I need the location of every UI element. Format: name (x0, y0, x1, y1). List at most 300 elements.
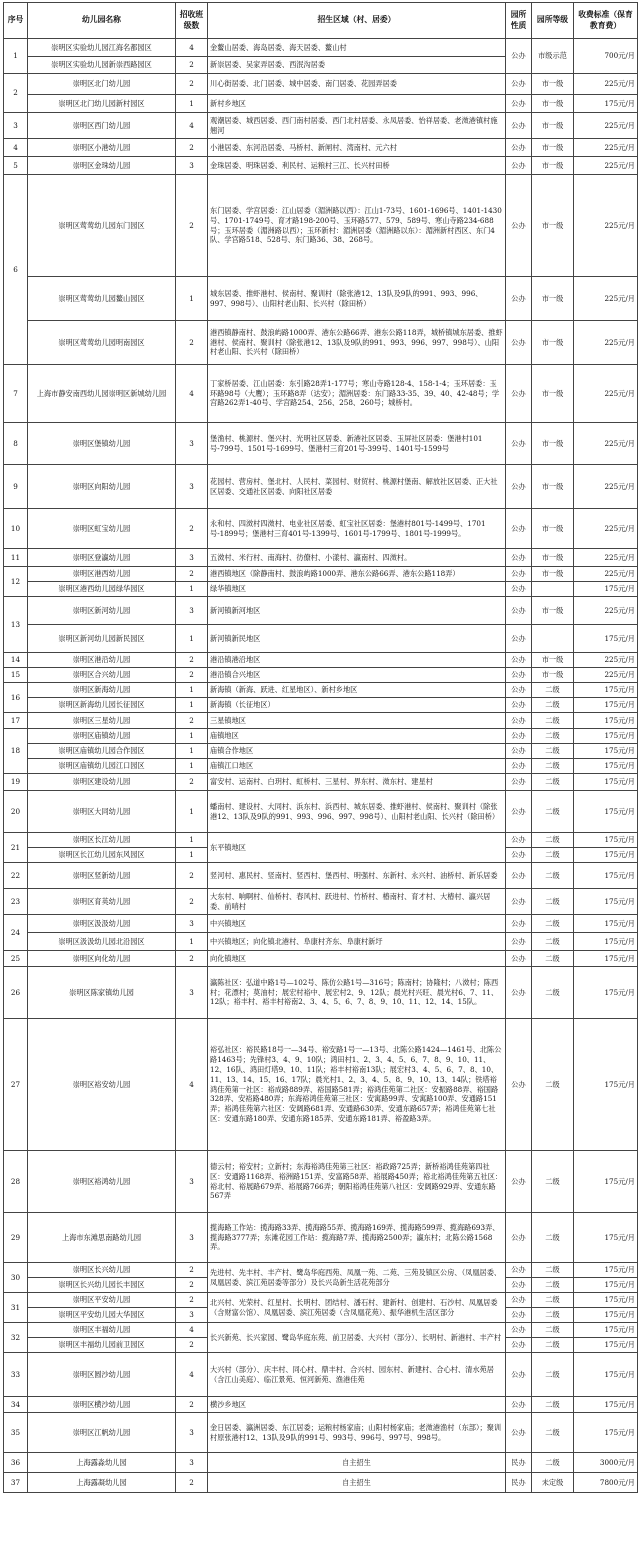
nature: 公办 (506, 1019, 532, 1151)
class-count: 1 (176, 683, 208, 698)
kindergarten-enrollment-table (3, 2, 638, 1493)
class-count: 3 (176, 967, 208, 1019)
nature: 公办 (506, 1413, 532, 1453)
nature: 公办 (506, 951, 532, 967)
fee: 7800元/月 (574, 1473, 638, 1493)
nature: 公办 (506, 1213, 532, 1263)
grade: 二级 (532, 1338, 574, 1353)
class-count: 3 (176, 423, 208, 465)
nature: 公办 (506, 653, 532, 668)
grade: 市一级 (532, 549, 574, 567)
enrollment-area: 新河镇新河地区 (208, 597, 506, 625)
class-count: 4 (176, 365, 208, 423)
nature: 公办 (506, 113, 532, 139)
header-grade: 园所等级 (532, 3, 574, 39)
fee: 225元/月 (574, 277, 638, 321)
kindergarten-name: 崇明区庙镇幼儿园 (28, 729, 176, 744)
nature: 民办 (506, 1453, 532, 1473)
grade: 二级 (532, 1151, 574, 1213)
enrollment-area: 先进村、先丰村、丰产村、鹭岛华庭西苑、凤凰一苑、二苑、三苑及镇区公房、（凤凰居委、凤凰居委、滨江苑居委等部分）及长兴岛新生活花苑部分 (208, 1263, 506, 1293)
header-nature: 园所性质 (506, 3, 532, 39)
enrollment-area: 揽海路工作站：揽海路33弄、揽海路55弄、揽海路169弄、揽海路599弄、揽海路693弄、揽海路3777弄；东滩花园工作站：揽海路7弄、揽海路2500弄；瀛东村；北陈公路1568弄。 (208, 1213, 506, 1263)
enrollment-area: 竖河村、惠民村、竖南村、竖西村、堡西村、明强村、东新村、永兴村、油桥村、新乐居委 (208, 863, 506, 889)
class-count: 1 (176, 625, 208, 653)
grade: 二级 (532, 1278, 574, 1293)
nature: 公办 (506, 549, 532, 567)
class-count: 2 (176, 1278, 208, 1293)
table-row (4, 1413, 638, 1453)
class-count: 2 (176, 1263, 208, 1278)
kindergarten-name: 崇明区庙镇幼儿园江口园区 (28, 759, 176, 774)
fee: 225元/月 (574, 175, 638, 277)
grade (532, 582, 574, 597)
nature: 公办 (506, 423, 532, 465)
enrollment-area: 永和村、四滧村四滧村、电业社区居委、虹宝社区居委：堡港村801号-1499号、1701号-1899号；堡港村三育401号-1399号、1601号-1799号、1801号-1999号。 (208, 509, 506, 549)
row-number: 25 (4, 951, 28, 967)
fee: 175元/月 (574, 625, 638, 653)
fee: 175元/月 (574, 1323, 638, 1338)
enrollment-area: 港西镇地区（除静南村、鼓浪屿路1000弄、港东公路66弄、港东公路118弄） (208, 567, 506, 582)
row-number: 33 (4, 1353, 28, 1397)
class-count: 2 (176, 1293, 208, 1308)
grade: 市级示范 (532, 39, 574, 74)
fee: 175元/月 (574, 1263, 638, 1278)
kindergarten-name: 崇明区金珠幼儿园 (28, 157, 176, 175)
row-number: 28 (4, 1151, 28, 1213)
class-count: 3 (176, 549, 208, 567)
class-count: 2 (176, 863, 208, 889)
table-row (4, 833, 638, 848)
row-number: 31 (4, 1293, 28, 1323)
fee: 175元/月 (574, 1413, 638, 1453)
class-count: 3 (176, 1213, 208, 1263)
kindergarten-name: 崇明区裕鸿幼儿园 (28, 1151, 176, 1213)
row-number: 22 (4, 863, 28, 889)
class-count: 3 (176, 1413, 208, 1453)
class-count: 4 (176, 39, 208, 57)
kindergarten-name: 崇明区竖新幼儿园 (28, 863, 176, 889)
enrollment-area: 新海镇（长征地区） (208, 698, 506, 713)
nature: 公办 (506, 1353, 532, 1397)
class-count: 3 (176, 1308, 208, 1323)
class-count: 2 (176, 57, 208, 74)
table-row (4, 139, 638, 157)
nature: 公办 (506, 139, 532, 157)
table-row (4, 74, 638, 95)
grade: 二级 (532, 1323, 574, 1338)
row-number: 26 (4, 967, 28, 1019)
fee: 225元/月 (574, 423, 638, 465)
row-number: 6 (4, 175, 28, 365)
class-count: 2 (176, 509, 208, 549)
grade: 市一级 (532, 668, 574, 683)
enrollment-area: 城东居委、推虾港村、侯南村、聚训村（除张港12、13队及9队的991、993、996、997、998号）、山阳村老山阳、长兴村（除田桥） (208, 277, 506, 321)
kindergarten-name: 上海市东滩思南路幼儿园 (28, 1213, 176, 1263)
table-row (4, 321, 638, 365)
grade: 二级 (532, 1413, 574, 1453)
enrollment-area: 东门居委、学宫居委：江山居委（湄洲路以西）：江山1-73号、1601-1696号、1401-1430号、1701-1749号、育才路198-200号、玉环路577、579、589号、寒山寺路234-688号；玉环居委（湄洲路以西）；玉环新村：湄洲居委（湄洲路以东）：湄洲新村西区、东门4队、学宫路518、528号、东门路36、38、268号。 (208, 175, 506, 277)
class-count: 1 (176, 933, 208, 951)
enrollment-area: 港沿镇港沿地区 (208, 653, 506, 668)
kindergarten-name: 崇明区合兴幼儿园 (28, 668, 176, 683)
class-count: 1 (176, 729, 208, 744)
nature: 公办 (506, 321, 532, 365)
kindergarten-name: 崇明区向化幼儿园 (28, 951, 176, 967)
class-count: 2 (176, 321, 208, 365)
table-row (4, 729, 638, 744)
class-count: 4 (176, 113, 208, 139)
class-count: 1 (176, 95, 208, 113)
kindergarten-name: 崇明区汲汲幼儿园 (28, 915, 176, 933)
table-row (4, 1453, 638, 1473)
kindergarten-name: 崇明区新河幼儿园新民园区 (28, 625, 176, 653)
fee: 175元/月 (574, 933, 638, 951)
kindergarten-name: 崇明区新海幼儿园长征园区 (28, 698, 176, 713)
fee: 700元/月 (574, 39, 638, 74)
table-row (4, 915, 638, 933)
grade: 市一级 (532, 567, 574, 582)
class-count: 2 (176, 889, 208, 915)
grade: 二级 (532, 1353, 574, 1397)
class-count: 3 (176, 915, 208, 933)
grade: 二级 (532, 833, 574, 848)
grade: 二级 (532, 774, 574, 791)
grade: 二级 (532, 848, 574, 863)
nature: 公办 (506, 465, 532, 509)
grade: 二级 (532, 933, 574, 951)
table-row (4, 509, 638, 549)
table-row (4, 933, 638, 951)
kindergarten-name: 崇明区长江幼儿园东风园区 (28, 848, 176, 863)
grade: 市一级 (532, 113, 574, 139)
table-row (4, 1019, 638, 1151)
table-row (4, 157, 638, 175)
fee: 175元/月 (574, 1293, 638, 1308)
grade: 市一级 (532, 95, 574, 113)
enrollment-area: 川心街居委、北门居委、城中居委、南门居委、花园弄居委 (208, 74, 506, 95)
class-count: 1 (176, 791, 208, 833)
kindergarten-name: 上海露淼幼儿园 (28, 1453, 176, 1473)
fee: 225元/月 (574, 74, 638, 95)
kindergarten-name: 崇明区小港幼儿园 (28, 139, 176, 157)
kindergarten-name: 崇明区三星幼儿园 (28, 713, 176, 729)
fee: 175元/月 (574, 967, 638, 1019)
fee: 175元/月 (574, 698, 638, 713)
row-number: 21 (4, 833, 28, 863)
class-count: 4 (176, 1019, 208, 1151)
kindergarten-name: 崇明区莺莺幼儿园东门园区 (28, 175, 176, 277)
nature: 公办 (506, 915, 532, 933)
kindergarten-name: 崇明区实验幼儿园新崇西路园区 (28, 57, 176, 74)
grade: 市一级 (532, 277, 574, 321)
grade: 二级 (532, 683, 574, 698)
class-count: 2 (176, 668, 208, 683)
table-row (4, 465, 638, 509)
class-count: 4 (176, 1353, 208, 1397)
nature: 民办 (506, 1473, 532, 1493)
row-number: 2 (4, 74, 28, 113)
nature: 公办 (506, 365, 532, 423)
grade: 市一级 (532, 597, 574, 625)
kindergarten-name: 崇明区大同幼儿园 (28, 791, 176, 833)
nature: 公办 (506, 625, 532, 653)
grade (532, 625, 574, 653)
header-enrollment-area: 招生区域（村、居委） (208, 3, 506, 39)
kindergarten-name: 崇明区堡镇幼儿园 (28, 423, 176, 465)
fee: 225元/月 (574, 549, 638, 567)
row-number: 16 (4, 683, 28, 713)
fee: 175元/月 (574, 774, 638, 791)
grade: 二级 (532, 1263, 574, 1278)
class-count: 2 (176, 567, 208, 582)
fee: 175元/月 (574, 833, 638, 848)
table-row (4, 175, 638, 277)
fee: 175元/月 (574, 848, 638, 863)
row-number: 27 (4, 1019, 28, 1151)
class-count: 1 (176, 744, 208, 759)
kindergarten-name: 崇明区虹宝幼儿园 (28, 509, 176, 549)
nature: 公办 (506, 1293, 532, 1308)
class-count: 1 (176, 833, 208, 848)
table-row (4, 1213, 638, 1263)
grade: 市一级 (532, 139, 574, 157)
class-count: 2 (176, 713, 208, 729)
table-row (4, 423, 638, 465)
class-count: 2 (176, 1338, 208, 1353)
grade: 二级 (532, 1019, 574, 1151)
nature: 公办 (506, 729, 532, 744)
kindergarten-name: 崇明区港沿幼儿园 (28, 653, 176, 668)
nature: 公办 (506, 95, 532, 113)
row-number: 24 (4, 915, 28, 951)
kindergarten-name: 崇明区北门幼儿园 (28, 74, 176, 95)
kindergarten-name: 崇明区平安幼儿园 (28, 1293, 176, 1308)
nature: 公办 (506, 1338, 532, 1353)
fee: 175元/月 (574, 683, 638, 698)
enrollment-area: 长兴新苑、长兴家园、鹭岛华庭东苑、前卫居委、大兴村（部分）、长明村、新港村、丰产村 (208, 1323, 506, 1353)
kindergarten-name: 崇明区港西幼儿园 (28, 567, 176, 582)
nature: 公办 (506, 863, 532, 889)
table-row (4, 774, 638, 791)
row-number: 18 (4, 729, 28, 774)
table-row (4, 1151, 638, 1213)
fee: 175元/月 (574, 951, 638, 967)
kindergarten-name: 崇明区丰福幼儿园前卫园区 (28, 1338, 176, 1353)
enrollment-area: 中兴镇地区；向化镇北港村、阜康村齐东、阜康村新圩 (208, 933, 506, 951)
fee: 175元/月 (574, 729, 638, 744)
row-number: 4 (4, 139, 28, 157)
table-row (4, 698, 638, 713)
fee: 225元/月 (574, 365, 638, 423)
row-number: 20 (4, 791, 28, 833)
row-number: 36 (4, 1453, 28, 1473)
kindergarten-name: 崇明区裕安幼儿园 (28, 1019, 176, 1151)
nature: 公办 (506, 833, 532, 848)
class-count: 2 (176, 1397, 208, 1413)
class-count: 3 (176, 157, 208, 175)
enrollment-area: 绿华镇地区 (208, 582, 506, 597)
kindergarten-name: 崇明区莺莺幼儿园明南园区 (28, 321, 176, 365)
enrollment-area: 金日居委、瀛洲居委、东江居委；运粮村杨家庙；山阳村杨家庙；老滧港渔村（东部）；聚训村原张港村12、13队及9队的991号、993号、996号、997号、998号。 (208, 1413, 506, 1453)
nature: 公办 (506, 933, 532, 951)
kindergarten-name: 崇明区登瀛幼儿园 (28, 549, 176, 567)
enrollment-area: 庙镇合作地区 (208, 744, 506, 759)
fee: 175元/月 (574, 1397, 638, 1413)
grade: 二级 (532, 1453, 574, 1473)
kindergarten-name: 崇明区长江幼儿园 (28, 833, 176, 848)
enrollment-area: 丁家桥居委、江山居委：东引路28弄1-177号；寒山寺路128-4、158-1-4；玉环居委：玉环路98号（大鹰）；玉环路8弄（达安）；湄洲居委：东门路33-35、39、40、42-48号；学宫路262弄1-40号、学宫路254、256、258、260号；城桥村。 (208, 365, 506, 423)
class-count: 2 (176, 74, 208, 95)
enrollment-area: 金鳌山居委、海岛居委、海天居委、鳌山村 (208, 39, 506, 57)
nature: 公办 (506, 759, 532, 774)
row-number: 14 (4, 653, 28, 668)
class-count: 4 (176, 1323, 208, 1338)
nature: 公办 (506, 774, 532, 791)
enrollment-area: 横沙乡地区 (208, 1397, 506, 1413)
enrollment-area: 德云村；裕安村；立新村；东海裕鸿佳苑第三社区：裕政路725弄；新桥裕鸿佳苑第四社区：安通路1168弄、裕洲路151弄、安富路58弄、裕展路450弄；裕北裕鸿佳苑第五社区：裕北村、裕展路679弄、裕展路766弄；朝阳裕鸿佳苑第八社区：安阔路929弄、安通东路567弄 (208, 1151, 506, 1213)
table-row (4, 863, 638, 889)
kindergarten-name: 崇明区陈家镇幼儿园 (28, 967, 176, 1019)
table-row (4, 713, 638, 729)
table-body (4, 39, 638, 1493)
enrollment-area: 新海镇（新海、跃进、红星地区）、新村乡地区 (208, 683, 506, 698)
table-row (4, 625, 638, 653)
enrollment-area: 庙镇地区 (208, 729, 506, 744)
nature: 公办 (506, 1323, 532, 1338)
nature: 公办 (506, 744, 532, 759)
nature: 公办 (506, 1308, 532, 1323)
class-count: 3 (176, 597, 208, 625)
kindergarten-name: 崇明区西门幼儿园 (28, 113, 176, 139)
enrollment-area: 东平镇地区 (208, 833, 506, 863)
nature: 公办 (506, 1151, 532, 1213)
kindergarten-name: 上海市静安南西幼儿园崇明区新城幼儿园 (28, 365, 176, 423)
grade: 市一级 (532, 321, 574, 365)
grade: 市一级 (532, 175, 574, 277)
kindergarten-name: 上海露凝幼儿园 (28, 1473, 176, 1493)
row-number: 7 (4, 365, 28, 423)
kindergarten-name: 崇明区江帆幼儿园 (28, 1413, 176, 1453)
fee: 175元/月 (574, 1338, 638, 1353)
table-row (4, 668, 638, 683)
grade: 市一级 (532, 465, 574, 509)
row-number: 32 (4, 1323, 28, 1353)
row-number: 37 (4, 1473, 28, 1493)
row-number: 15 (4, 668, 28, 683)
class-count: 2 (176, 175, 208, 277)
kindergarten-name: 崇明区长兴幼儿园长丰园区 (28, 1278, 176, 1293)
grade: 市一级 (532, 365, 574, 423)
enrollment-area: 向化镇地区 (208, 951, 506, 967)
table-row (4, 582, 638, 597)
fee: 175元/月 (574, 1213, 638, 1263)
nature: 公办 (506, 967, 532, 1019)
class-count: 1 (176, 277, 208, 321)
class-count: 2 (176, 774, 208, 791)
enrollment-area: 富安村、运南村、白玥村、虹桥村、三星村、界东村、滧东村、建星村 (208, 774, 506, 791)
nature: 公办 (506, 582, 532, 597)
enrollment-area: 堡渔村、桃源村、堡兴村、光明社区居委、新港社区居委、玉屏社区居委：堡港村101号-799号、1501号-1699号、堡港村三育201号-399号、1401号-1599号 (208, 423, 506, 465)
fee: 175元/月 (574, 582, 638, 597)
grade: 二级 (532, 1397, 574, 1413)
kindergarten-name: 崇明区莺莺幼儿园鳌山园区 (28, 277, 176, 321)
fee: 175元/月 (574, 1151, 638, 1213)
enrollment-area: 北兴村、光荣村、红星村、长明村、团结村、潘石村、建新村、创建村、石沙村、凤凰居委（含财富公馆）、凤凰居委、滨江苑居委（含凤凰花苑）、振华港机生活区部分 (208, 1293, 506, 1323)
table-header-row (4, 3, 638, 39)
class-count: 2 (176, 139, 208, 157)
kindergarten-name: 崇明区横沙幼儿园 (28, 1397, 176, 1413)
kindergarten-name: 崇明区向阳幼儿园 (28, 465, 176, 509)
grade: 二级 (532, 791, 574, 833)
table-row (4, 113, 638, 139)
table-row (4, 744, 638, 759)
nature: 公办 (506, 1263, 532, 1278)
row-number: 12 (4, 567, 28, 597)
row-number: 3 (4, 113, 28, 139)
table-row (4, 39, 638, 57)
row-number: 17 (4, 713, 28, 729)
table-row (4, 1353, 638, 1397)
class-count: 3 (176, 1453, 208, 1473)
fee: 175元/月 (574, 1019, 638, 1151)
grade: 二级 (532, 1308, 574, 1323)
class-count: 2 (176, 951, 208, 967)
nature: 公办 (506, 848, 532, 863)
fee: 175元/月 (574, 915, 638, 933)
row-number: 1 (4, 39, 28, 74)
fee: 225元/月 (574, 157, 638, 175)
fee: 225元/月 (574, 597, 638, 625)
nature: 公办 (506, 698, 532, 713)
table-row (4, 1473, 638, 1493)
row-number: 9 (4, 465, 28, 509)
nature: 公办 (506, 597, 532, 625)
enrollment-area: 新河镇新民地区 (208, 625, 506, 653)
nature: 公办 (506, 567, 532, 582)
class-count: 1 (176, 698, 208, 713)
enrollment-area: 自主招生 (208, 1453, 506, 1473)
kindergarten-name: 崇明区港西幼儿园绿华园区 (28, 582, 176, 597)
nature: 公办 (506, 889, 532, 915)
grade: 二级 (532, 915, 574, 933)
table-row (4, 95, 638, 113)
enrollment-area: 大兴村（部分）、庆丰村、同心村、鼎丰村、合兴村、园东村、新建村、合心村、清水苑居（含江山美庭）、临江景苑、恒河新苑、渔港佳苑 (208, 1353, 506, 1397)
table-row (4, 567, 638, 582)
fee: 225元/月 (574, 321, 638, 365)
class-count: 1 (176, 759, 208, 774)
fee: 175元/月 (574, 759, 638, 774)
nature: 公办 (506, 1397, 532, 1413)
nature: 公办 (506, 683, 532, 698)
fee: 225元/月 (574, 668, 638, 683)
table-row (4, 759, 638, 774)
table-row (4, 791, 638, 833)
kindergarten-name: 崇明区汲汲幼儿园北沿园区 (28, 933, 176, 951)
enrollment-area: 中兴镇地区 (208, 915, 506, 933)
fee: 175元/月 (574, 1308, 638, 1323)
table-row (4, 1323, 638, 1338)
table-row (4, 683, 638, 698)
enrollment-area: 裕弘社区：裕民路18号一—34号、裕安路1号一—13号、北陈公路1424—1461号、北陈公路1463号；先锋村3、4、9、10队；鸿田村1、2、3、4、5、6、7、8、9、10、11、12、16队、鸿田灯塔9、10、11队；裕丰村裕南13队；展宏村3、4、5、6、7、8、10、11、13、14、15、16、17队；晨光村1、2、3、4、5、8、9、10、13、14队；铁塔裕鸿佳苑第一社区：裕成路889弄、裕国路581弄；裕鸿佳苑第二社区：安振路88弄、裕国路328弄、安裕路480弄；东海裕鸿佳苑第三社区：安寓路99弄、安寓路100弄、安通路151弄；裕鸿佳苑第六社区：安阔路681弄、安通路630弄、安通东路657弄；裕鸿佳苑第七社区：安通东路180弄、安通东路185弄、安通东路181弄、裕盈路3弄。 (208, 1019, 506, 1151)
row-number: 8 (4, 423, 28, 465)
fee: 175元/月 (574, 791, 638, 833)
grade: 二级 (532, 1293, 574, 1308)
class-count: 1 (176, 848, 208, 863)
grade: 二级 (532, 713, 574, 729)
nature: 公办 (506, 791, 532, 833)
header-kindergarten-name: 幼儿园名称 (28, 3, 176, 39)
kindergarten-name: 崇明区实验幼儿园江海名都园区 (28, 39, 176, 57)
